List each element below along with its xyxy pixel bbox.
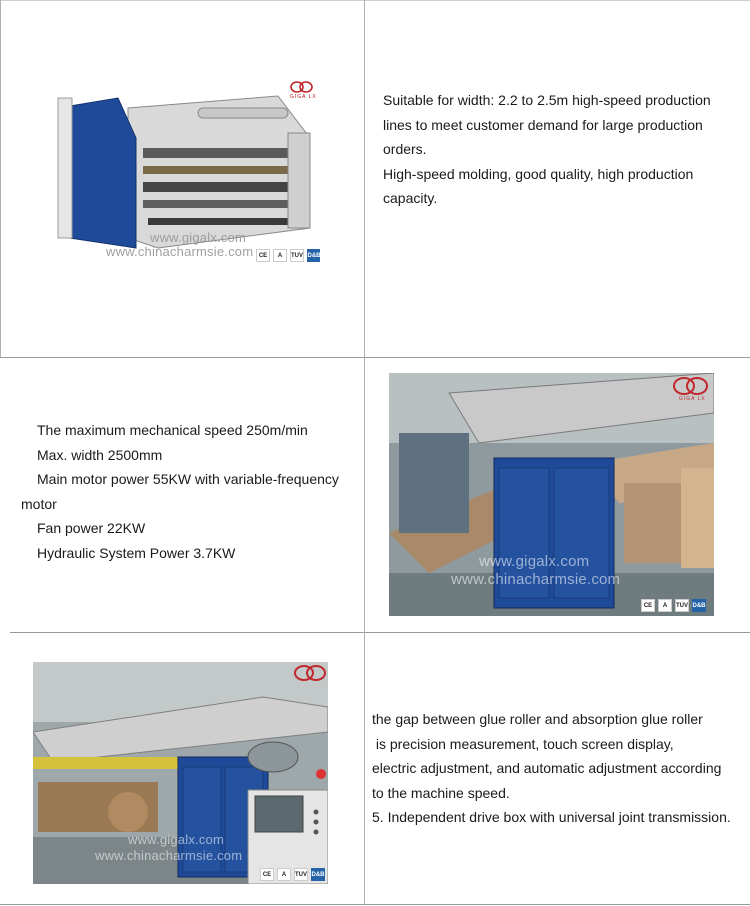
watermark-site-2: www.chinacharmsie.com (106, 244, 254, 259)
table-border-top (0, 0, 750, 1)
row-3-description (372, 707, 747, 830)
text-line: Suitable for width: 2.2 to 2.5m high-speed production (383, 92, 711, 108)
cert-db-icon: D&B (307, 249, 320, 262)
watermark-site-2: www.chinacharmsie.com (451, 571, 621, 588)
row-1-description (383, 88, 743, 211)
cert-ce-icon: CE (260, 868, 274, 881)
text-line: orders. (383, 141, 427, 157)
certification-badges (641, 599, 706, 612)
watermark-site-1: www.gigalx.com (150, 230, 246, 245)
column-divider-1 (364, 0, 365, 357)
watermark-site-2: www.chinacharmsie.com (95, 848, 243, 863)
machine-photo-1 (48, 78, 320, 268)
cert-a-icon: A (273, 249, 287, 262)
cert-db-icon: D&B (692, 599, 706, 612)
text-line: the gap between glue roller and absorption glue roller (372, 711, 703, 727)
cert-ce-icon: CE (256, 249, 270, 262)
text-line: lines to meet customer demand for large production (383, 116, 703, 133)
spec-line: Main motor power 55KW with variable-frequency (37, 471, 339, 487)
text-line: capacity. (383, 190, 438, 206)
text-line: High-speed molding, good quality, high production (383, 165, 694, 182)
cert-tuv-icon: TUV (294, 868, 308, 881)
row-divider-1 (0, 357, 750, 358)
column-divider-3 (364, 632, 365, 904)
text-line: electric adjustment, and automatic adjustment according (372, 760, 722, 776)
table-border-left (0, 0, 1, 357)
spec-line: motor (21, 495, 57, 512)
spec-line: Fan power 22KW (37, 520, 146, 536)
table-border-bottom (0, 904, 750, 905)
certification-badges (256, 249, 320, 262)
row-2-specifications (21, 418, 356, 565)
row-divider-2 (10, 632, 750, 633)
brand-logo-text: GIGA LX (290, 94, 317, 100)
cert-db-icon: D&B (311, 868, 325, 881)
certification-badges (260, 868, 325, 881)
column-divider-2 (364, 357, 365, 632)
machine-photo-2 (389, 373, 714, 616)
watermark-site-1: www.gigalx.com (128, 832, 224, 847)
watermark-site-1: www.gigalx.com (479, 553, 590, 570)
spec-line: The maximum mechanical speed 250m/min (37, 422, 308, 438)
cert-a-icon: A (658, 599, 672, 612)
text-line: is precision measurement, touch screen display, (372, 735, 674, 752)
brand-logo-text: GIGA LX (679, 396, 706, 402)
cert-tuv-icon: TUV (290, 249, 304, 262)
cert-a-icon: A (277, 868, 291, 881)
text-line: to the machine speed. (372, 784, 510, 801)
cert-tuv-icon: TUV (675, 599, 689, 612)
spec-line: Hydraulic System Power 3.7KW (37, 544, 236, 561)
spec-line: Max. width 2500mm (37, 446, 163, 463)
cert-ce-icon: CE (641, 599, 655, 612)
machine-photo-3 (33, 662, 328, 884)
brand-logo (293, 664, 327, 687)
text-line: 5. Independent drive box with universal joint transmission. (372, 809, 731, 825)
